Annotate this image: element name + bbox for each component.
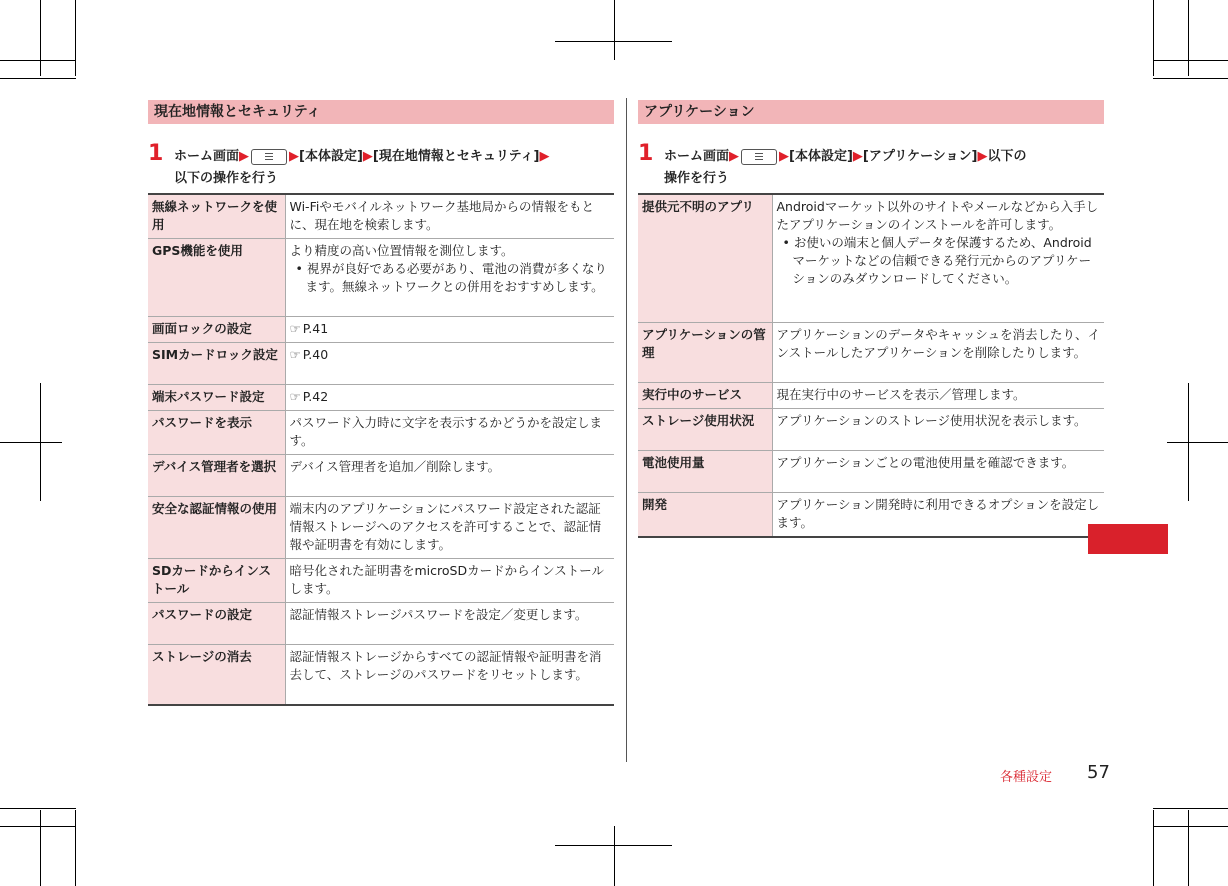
setting-description: 認証情報ストレージパスワードを設定／変更します。	[285, 603, 614, 645]
step-location-security: [現在地情報とセキュリティ]	[372, 149, 540, 164]
crop-mark	[0, 442, 62, 443]
setting-description: デバイス管理者を追加／削除します。	[285, 455, 614, 497]
step-device-settings: [本体設定]	[789, 149, 853, 164]
setting-description	[285, 239, 614, 317]
step-applications: [アプリケーション]	[862, 149, 978, 164]
arrow-icon: ▶	[539, 149, 550, 164]
column-divider	[626, 98, 627, 762]
table-row	[148, 385, 614, 411]
table-row	[148, 603, 614, 645]
page-ref-icon: ☞	[289, 321, 301, 336]
page-reference	[285, 343, 614, 385]
crop-mark	[75, 0, 76, 76]
setting-description: アプリケーション開発時に利用できるオプションを設定します。	[772, 492, 1104, 537]
arrow-icon: ▶	[779, 149, 790, 164]
setting-description: パスワード入力時に文字を表示するかどうかを設定します。	[285, 411, 614, 455]
arrow-icon: ▶	[852, 149, 863, 164]
setting-key: パスワードを表示	[148, 411, 285, 455]
step-perform-ops: 以下の操作を行う	[174, 171, 279, 186]
crop-mark	[614, 0, 615, 60]
crop-mark	[75, 810, 76, 886]
description-text: より精度の高い位置情報を測位します。	[289, 243, 514, 258]
crop-mark	[40, 810, 41, 886]
setting-description: アプリケーションのストレージ使用状況を表示します。	[772, 408, 1104, 450]
arrow-icon: ▶	[289, 149, 300, 164]
section-header-applications: アプリケーション	[638, 100, 1104, 124]
page-ref-text: P.40	[302, 347, 329, 362]
table-row	[148, 559, 614, 603]
crop-mark	[1153, 810, 1154, 886]
setting-key: 端末パスワード設定	[148, 385, 285, 411]
setting-key: ストレージの消去	[148, 645, 285, 705]
crop-mark	[1167, 442, 1228, 443]
setting-key: 電池使用量	[638, 450, 772, 492]
table-row	[638, 450, 1104, 492]
setting-key: アプリケーションの管理	[638, 322, 772, 382]
section-header-location-security: 現在地情報とセキュリティ	[148, 100, 614, 124]
setting-key: SDカードからインストール	[148, 559, 285, 603]
step-number: 1	[148, 141, 164, 166]
page-reference	[285, 385, 614, 411]
crop-mark	[614, 826, 615, 886]
page-ref-icon: ☞	[289, 347, 301, 362]
crop-mark	[1153, 60, 1228, 61]
table-row	[638, 492, 1104, 537]
page-ref-text: P.41	[302, 321, 329, 336]
crop-mark	[1153, 78, 1228, 79]
crop-mark	[40, 0, 41, 76]
setting-key: 安全な認証情報の使用	[148, 497, 285, 559]
bullet-note: • 視界が良好である必要があり、電池の消費が多くなります。無線ネットワークとの併用をおすすめします。	[295, 261, 607, 294]
setting-key: 画面ロックの設定	[148, 317, 285, 343]
table-row	[148, 317, 614, 343]
step-instruction-right	[638, 141, 1108, 190]
page-ref-text: P.42	[302, 389, 329, 404]
crop-mark	[555, 41, 672, 42]
crop-mark	[1153, 0, 1154, 76]
table-row	[638, 382, 1104, 408]
arrow-icon: ▶	[729, 149, 740, 164]
setting-description: 現在実行中のサービスを表示／管理します。	[772, 382, 1104, 408]
page-ref-icon: ☞	[289, 389, 301, 404]
step-device-settings: [本体設定]	[299, 149, 363, 164]
bullet-text: お使いの端末と個人データを保護するため、Androidマーケットなどの信頼できる発行元からのアプリケーションのみダウンロードしてください。	[792, 235, 1092, 286]
setting-description	[772, 194, 1104, 322]
setting-key: 無線ネットワークを使用	[148, 194, 285, 239]
table-row	[148, 343, 614, 385]
setting-key: 開発	[638, 492, 772, 537]
crop-mark	[1188, 810, 1189, 886]
arrow-icon: ▶	[977, 149, 988, 164]
step-perform-ops: 操作を行う	[664, 171, 730, 186]
bullet-note: • お使いの端末と個人データを保護するため、Androidマーケットなどの信頼できる発行元からのアプリケーションのみダウンロードしてください。	[782, 235, 1092, 286]
footer-section-name: 各種設定	[1000, 770, 1053, 785]
menu-key-icon	[741, 149, 777, 165]
step-text	[664, 146, 1027, 190]
step-home-screen: ホーム画面	[664, 149, 730, 164]
setting-key: SIMカードロック設定	[148, 343, 285, 385]
table-row	[148, 411, 614, 455]
setting-description: 暗号化された証明書をmicroSDカードからインストールします。	[285, 559, 614, 603]
step-home-screen: ホーム画面	[174, 149, 240, 164]
settings-table-right	[638, 193, 1104, 538]
table-row	[148, 455, 614, 497]
crop-mark	[0, 826, 76, 827]
setting-key: 提供元不明のアプリ	[638, 194, 772, 322]
table-row	[638, 408, 1104, 450]
setting-description: アプリケーションごとの電池使用量を確認できます。	[772, 450, 1104, 492]
table-row	[148, 645, 614, 705]
bullet-text: 視界が良好である必要があり、電池の消費が多くなります。無線ネットワークとの併用をおすすめします。	[305, 261, 607, 294]
table-row	[148, 194, 614, 239]
setting-key: 実行中のサービス	[638, 382, 772, 408]
crop-mark	[0, 60, 76, 61]
table-row	[148, 239, 614, 317]
settings-table-left	[148, 193, 614, 706]
description-text: Androidマーケット以外のサイトやメールなどから入手したアプリケーションのインストールを許可します。	[776, 199, 1099, 232]
crop-mark	[1153, 808, 1228, 809]
step-text	[174, 146, 550, 190]
setting-key: ストレージ使用状況	[638, 408, 772, 450]
chapter-tab-marker	[1088, 524, 1168, 554]
setting-key: デバイス管理者を選択	[148, 455, 285, 497]
step-number: 1	[638, 141, 654, 166]
table-row	[638, 194, 1104, 322]
step-following: 以下の	[987, 149, 1027, 164]
setting-description: 認証情報ストレージからすべての認証情報や証明書を消去して、ストレージのパスワードをリセットします。	[285, 645, 614, 705]
crop-mark	[1153, 826, 1228, 827]
crop-mark	[0, 808, 76, 809]
page-number: 57	[1087, 762, 1110, 783]
arrow-icon: ▶	[362, 149, 373, 164]
crop-mark	[0, 78, 76, 79]
setting-description: アプリケーションのデータやキャッシュを消去したり、インストールしたアプリケーションを削除したりします。	[772, 322, 1104, 382]
setting-key: GPS機能を使用	[148, 239, 285, 317]
page-reference	[285, 317, 614, 343]
crop-mark	[555, 845, 672, 846]
step-instruction-left	[148, 141, 618, 190]
crop-mark	[1188, 0, 1189, 76]
setting-description: Wi-Fiやモバイルネットワーク基地局からの情報をもとに、現在地を検索します。	[285, 194, 614, 239]
setting-key: パスワードの設定	[148, 603, 285, 645]
table-row	[638, 322, 1104, 382]
table-row	[148, 497, 614, 559]
setting-description: 端末内のアプリケーションにパスワード設定された認証情報ストレージへのアクセスを許可することで、認証情報や証明書を有効にします。	[285, 497, 614, 559]
menu-key-icon	[251, 149, 287, 165]
arrow-icon: ▶	[239, 149, 250, 164]
